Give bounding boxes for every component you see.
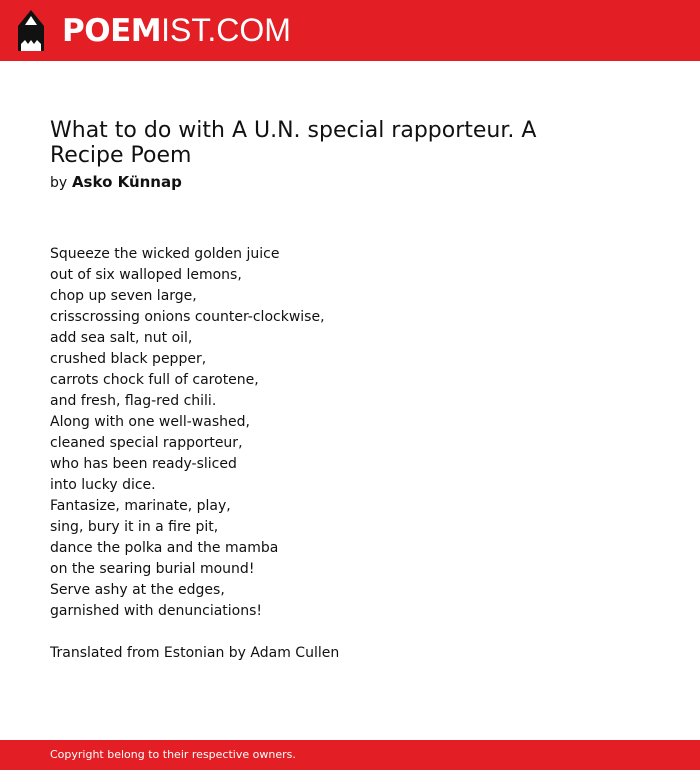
poem-line: sing, bury it in a fire pit, [50,519,219,535]
author-name[interactable]: Asko Künnap [71,173,182,191]
poem-line: crisscrossing onions counter-clockwise, [50,309,325,325]
poem-body [50,244,610,622]
poem-line: out of six walloped lemons, [50,267,242,283]
site-logo-text[interactable] [62,11,291,50]
poem-line: chop up seven large, [50,288,197,304]
copyright-text: Copyright belong to their respective owners. [50,748,296,761]
poem-line: and fresh, flag-red chili. [50,393,217,409]
poem-line: carrots chock full of carotene, [50,372,259,388]
poem-title: What to do with A U.N. special rapporteur. A Recipe Poem [50,118,537,168]
poem-line: add sea salt, nut oil, [50,330,193,346]
poem-line: crushed black pepper, [50,351,207,367]
brand-light: IST.COM [161,12,291,48]
pencil-logo-icon[interactable] [18,10,44,51]
poem-line: on the searing burial mound! [50,561,255,577]
poem-line: Squeeze the wicked golden juice [50,246,280,262]
translation-credit: Translated from Estonian by Adam Cullen [50,645,340,661]
poem-line: who has been ready-sliced [50,456,237,472]
poem-line: cleaned special rapporteur, [50,435,243,451]
brand-bold: POEM [62,13,162,49]
poem-line: Serve ashy at the edges, [50,582,225,598]
poem-line: garnished with denunciations! [50,603,263,619]
poem-line: Along with one well-washed, [50,414,250,430]
site-footer [0,740,700,770]
byline [50,172,610,193]
by-label: by [50,175,68,191]
poem-line: Fantasize, marinate, play, [50,498,231,514]
poem-line: into lucky dice. [50,477,156,493]
site-header [0,0,700,61]
poem-line: dance the polka and the mamba [50,540,279,556]
poem-header [50,118,610,193]
